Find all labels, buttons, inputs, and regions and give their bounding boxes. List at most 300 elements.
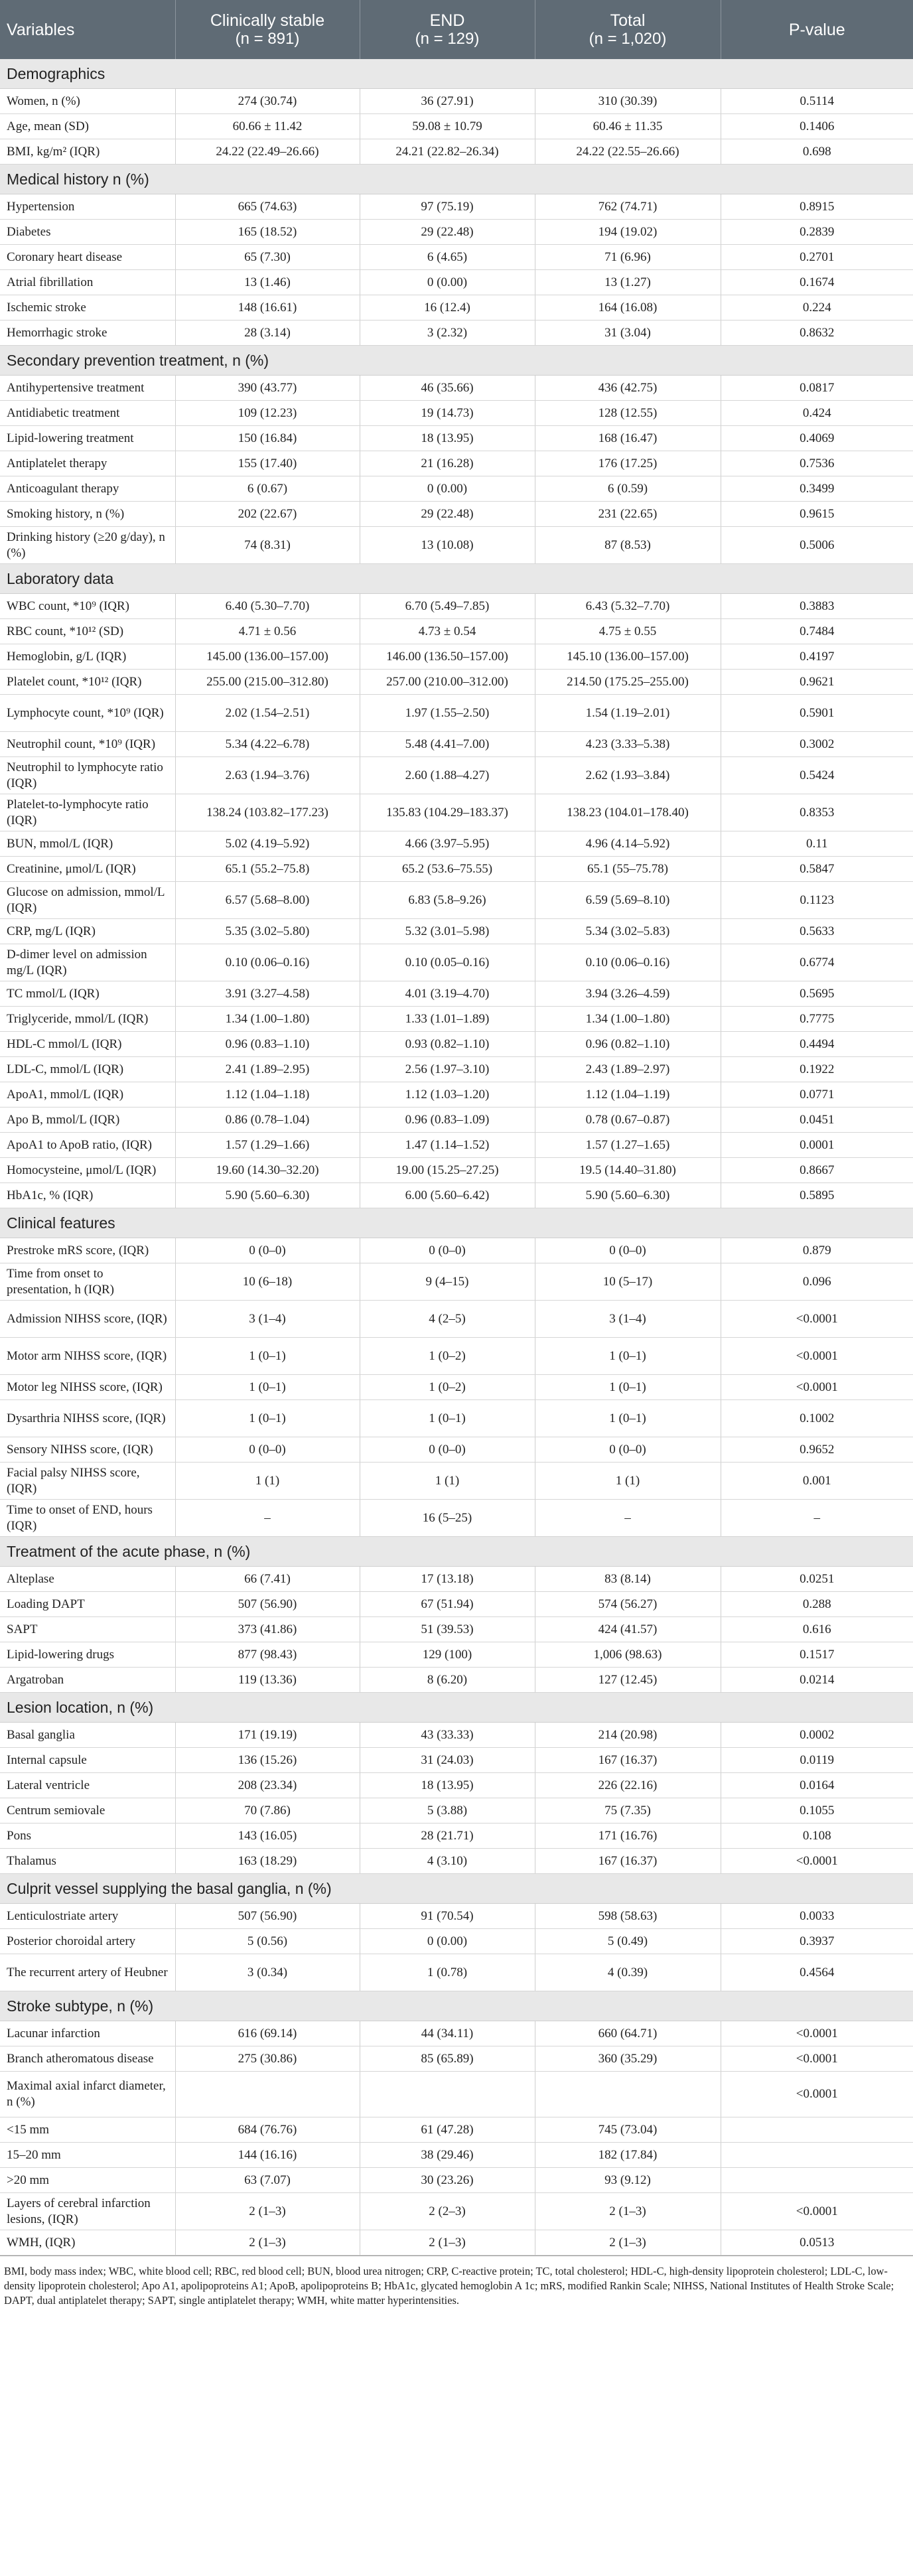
total-cell: 164 (16.08) <box>535 295 721 321</box>
variable-cell: Time to onset of END, hours (IQR) <box>0 1500 175 1537</box>
clinically-stable-cell: 5.02 (4.19–5.92) <box>175 831 360 857</box>
p-value-cell: 0.1002 <box>721 1400 913 1437</box>
end-cell: 1 (1) <box>360 1463 535 1500</box>
variable-cell: Hypertension <box>0 194 175 220</box>
table-row <box>0 1954 913 1991</box>
end-cell: 6.83 (5.8–9.26) <box>360 882 535 919</box>
p-value-cell: 0.8353 <box>721 794 913 831</box>
variable-cell: Loading DAPT <box>0 1592 175 1617</box>
p-value-cell: 0.2701 <box>721 245 913 270</box>
clinically-stable-cell: 5.35 (3.02–5.80) <box>175 919 360 944</box>
total-cell: 5.34 (3.02–5.83) <box>535 919 721 944</box>
section-title: Secondary prevention treatment, n (%) <box>0 346 913 376</box>
clinically-stable-cell: 202 (22.67) <box>175 502 360 527</box>
clinically-stable-cell: 2.02 (1.54–2.51) <box>175 695 360 732</box>
total-cell: 128 (12.55) <box>535 401 721 426</box>
clinically-stable-cell: 6 (0.67) <box>175 476 360 502</box>
total-cell: 436 (42.75) <box>535 376 721 401</box>
p-value-cell: 0.5847 <box>721 857 913 882</box>
total-cell: 2 (1–3) <box>535 2193 721 2230</box>
total-cell: 1 (0–1) <box>535 1400 721 1437</box>
end-cell: 257.00 (210.00–312.00) <box>360 670 535 695</box>
table-row <box>0 1158 913 1183</box>
total-cell: 3.94 (3.26–4.59) <box>535 981 721 1007</box>
clinically-stable-cell: 6.57 (5.68–8.00) <box>175 882 360 919</box>
header-variables: Variables <box>0 0 175 59</box>
p-value-cell: 0.3499 <box>721 476 913 502</box>
end-cell: 2.56 (1.97–3.10) <box>360 1057 535 1082</box>
header-total: Total (n = 1,020) <box>535 0 721 59</box>
p-value-cell: 0.8667 <box>721 1158 913 1183</box>
p-value-cell: 0.0002 <box>721 1723 913 1748</box>
table-row <box>0 1082 913 1108</box>
clinically-stable-cell: 5 (0.56) <box>175 1929 360 1954</box>
table-row <box>0 1057 913 1082</box>
clinically-stable-cell: 136 (15.26) <box>175 1748 360 1773</box>
table-header <box>0 0 913 59</box>
clinically-stable-cell: 13 (1.46) <box>175 270 360 295</box>
total-cell: 0 (0–0) <box>535 1437 721 1463</box>
table-row <box>0 2143 913 2168</box>
section-header-row <box>0 346 913 376</box>
end-cell: 2.60 (1.88–4.27) <box>360 757 535 794</box>
end-cell: 36 (27.91) <box>360 89 535 114</box>
total-cell: 6.59 (5.69–8.10) <box>535 882 721 919</box>
variable-cell: Neutrophil count, *10⁹ (IQR) <box>0 732 175 757</box>
p-value-cell: 0.424 <box>721 401 913 426</box>
end-cell: 18 (13.95) <box>360 426 535 451</box>
variable-cell: Atrial fibrillation <box>0 270 175 295</box>
clinically-stable-cell: 65 (7.30) <box>175 245 360 270</box>
table-row <box>0 1567 913 1592</box>
end-cell: 65.2 (53.6–75.55) <box>360 857 535 882</box>
p-value-cell: 0.3883 <box>721 594 913 619</box>
table-row <box>0 919 913 944</box>
end-cell: 44 (34.11) <box>360 2021 535 2046</box>
clinically-stable-cell: 24.22 (22.49–26.66) <box>175 139 360 165</box>
clinically-stable-cell: 109 (12.23) <box>175 401 360 426</box>
clinically-stable-cell: 665 (74.63) <box>175 194 360 220</box>
total-cell: 598 (58.63) <box>535 1904 721 1929</box>
header-n-total: (n = 1,020) <box>589 29 667 48</box>
variable-cell: Motor arm NIHSS score, (IQR) <box>0 1338 175 1375</box>
variable-cell: Homocysteine, μmol/L (IQR) <box>0 1158 175 1183</box>
table-row <box>0 270 913 295</box>
total-cell: – <box>535 1500 721 1537</box>
p-value-cell: 0.8632 <box>721 321 913 346</box>
p-value-cell: 0.1922 <box>721 1057 913 1082</box>
p-value-cell: 0.096 <box>721 1263 913 1301</box>
p-value-cell: 0.9621 <box>721 670 913 695</box>
table-row <box>0 1642 913 1668</box>
total-cell: 1,006 (98.63) <box>535 1642 721 1668</box>
end-cell: 0 (0–0) <box>360 1437 535 1463</box>
p-value-cell: 0.0771 <box>721 1082 913 1108</box>
table-row <box>0 594 913 619</box>
variable-cell: HDL-C mmol/L (IQR) <box>0 1032 175 1057</box>
variable-cell: Women, n (%) <box>0 89 175 114</box>
table-row <box>0 1500 913 1537</box>
p-value-cell: 0.9652 <box>721 1437 913 1463</box>
end-cell: 19.00 (15.25–27.25) <box>360 1158 535 1183</box>
total-cell: 10 (5–17) <box>535 1263 721 1301</box>
total-cell: 24.22 (22.55–26.66) <box>535 139 721 165</box>
header-end: END (n = 129) <box>360 0 535 59</box>
end-cell: 59.08 ± 10.79 <box>360 114 535 139</box>
end-cell: 31 (24.03) <box>360 1748 535 1773</box>
table-row <box>0 1108 913 1133</box>
table-row <box>0 89 913 114</box>
header-p-value: P-value <box>721 0 913 59</box>
p-value-cell: 0.4197 <box>721 644 913 670</box>
table-row <box>0 857 913 882</box>
clinically-stable-cell: 1.34 (1.00–1.80) <box>175 1007 360 1032</box>
clinically-stable-cell: 28 (3.14) <box>175 321 360 346</box>
end-cell: 5.32 (3.01–5.98) <box>360 919 535 944</box>
table-row <box>0 295 913 321</box>
section-title: Treatment of the acute phase, n (%) <box>0 1537 913 1567</box>
variable-cell: Lenticulostriate artery <box>0 1904 175 1929</box>
p-value-cell: 0.0251 <box>721 1567 913 1592</box>
table-row <box>0 1929 913 1954</box>
p-value-cell: 0.4069 <box>721 426 913 451</box>
clinically-stable-cell: 138.24 (103.82–177.23) <box>175 794 360 831</box>
clinically-stable-cell: 148 (16.61) <box>175 295 360 321</box>
p-value-cell: 0.0513 <box>721 2230 913 2255</box>
table-row <box>0 619 913 644</box>
end-cell: 8 (6.20) <box>360 1668 535 1693</box>
total-cell: 194 (19.02) <box>535 220 721 245</box>
variable-cell: Creatinine, μmol/L (IQR) <box>0 857 175 882</box>
variable-cell: Lacunar infarction <box>0 2021 175 2046</box>
clinically-stable-cell: 74 (8.31) <box>175 527 360 564</box>
header-n-stable: (n = 891) <box>235 29 300 48</box>
variable-cell: >20 mm <box>0 2168 175 2193</box>
variable-cell: Dysarthria NIHSS score, (IQR) <box>0 1400 175 1437</box>
total-cell: 176 (17.25) <box>535 451 721 476</box>
end-cell: 51 (39.53) <box>360 1617 535 1642</box>
end-cell: 24.21 (22.82–26.34) <box>360 139 535 165</box>
clinically-stable-cell: 1 (0–1) <box>175 1400 360 1437</box>
total-cell: 762 (74.71) <box>535 194 721 220</box>
table-row <box>0 2117 913 2143</box>
p-value-cell: 0.001 <box>721 1463 913 1500</box>
end-cell: 91 (70.54) <box>360 1904 535 1929</box>
clinically-stable-cell: 208 (23.34) <box>175 1773 360 1798</box>
end-cell: 146.00 (136.50–157.00) <box>360 644 535 670</box>
end-cell: 1 (0–2) <box>360 1338 535 1375</box>
end-cell: 43 (33.33) <box>360 1723 535 1748</box>
variable-cell: Lipid-lowering treatment <box>0 426 175 451</box>
table-row <box>0 2021 913 2046</box>
clinically-stable-cell: 60.66 ± 11.42 <box>175 114 360 139</box>
table-row <box>0 794 913 831</box>
section-header-row <box>0 1991 913 2021</box>
total-cell: 4 (0.39) <box>535 1954 721 1991</box>
p-value-cell: 0.3937 <box>721 1929 913 1954</box>
table-row <box>0 321 913 346</box>
clinically-stable-cell: 1 (1) <box>175 1463 360 1500</box>
end-cell: 6 (4.65) <box>360 245 535 270</box>
clinically-stable-cell: 2 (1–3) <box>175 2230 360 2255</box>
clinically-stable-cell: 65.1 (55.2–75.8) <box>175 857 360 882</box>
table-row <box>0 1263 913 1301</box>
end-cell: 38 (29.46) <box>360 2143 535 2168</box>
variable-cell: D-dimer level on admission mg/L (IQR) <box>0 944 175 981</box>
p-value-cell: 0.879 <box>721 1238 913 1263</box>
total-cell: 1 (0–1) <box>535 1338 721 1375</box>
clinically-stable-cell: 684 (76.76) <box>175 2117 360 2143</box>
variable-cell: Branch atheromatous disease <box>0 2046 175 2072</box>
p-value-cell: 0.6774 <box>721 944 913 981</box>
total-cell: 5 (0.49) <box>535 1929 721 1954</box>
variable-cell: Glucose on admission, mmol/L (IQR) <box>0 882 175 919</box>
section-header-row <box>0 1874 913 1904</box>
table-row <box>0 2168 913 2193</box>
p-value-cell: 0.5633 <box>721 919 913 944</box>
clinically-stable-cell: 373 (41.86) <box>175 1617 360 1642</box>
variable-cell: Layers of cerebral infarction lesions, (IQR) <box>0 2193 175 2230</box>
p-value-cell: 0.9615 <box>721 502 913 527</box>
p-value-cell: <0.0001 <box>721 1301 913 1338</box>
end-cell: 67 (51.94) <box>360 1592 535 1617</box>
clinically-stable-cell: 1.12 (1.04–1.18) <box>175 1082 360 1108</box>
total-cell: 19.5 (14.40–31.80) <box>535 1158 721 1183</box>
end-cell: 30 (23.26) <box>360 2168 535 2193</box>
table-row <box>0 220 913 245</box>
header-n-end: (n = 129) <box>415 29 480 48</box>
table-row <box>0 376 913 401</box>
total-cell: 214.50 (175.25–255.00) <box>535 670 721 695</box>
section-title: Culprit vessel supplying the basal ganglia, n (%) <box>0 1874 913 1904</box>
clinically-stable-cell: 6.40 (5.30–7.70) <box>175 594 360 619</box>
section-header-row <box>0 1208 913 1238</box>
variable-cell: ApoA1 to ApoB ratio, (IQR) <box>0 1133 175 1158</box>
table-row <box>0 882 913 919</box>
table-row <box>0 1032 913 1057</box>
p-value-cell: <0.0001 <box>721 1375 913 1400</box>
end-cell: 2 (1–3) <box>360 2230 535 2255</box>
end-cell: 1.33 (1.01–1.89) <box>360 1007 535 1032</box>
clinically-stable-cell: 3 (1–4) <box>175 1301 360 1338</box>
variable-cell: Platelet count, *10¹² (IQR) <box>0 670 175 695</box>
table-row <box>0 831 913 857</box>
table-row <box>0 1183 913 1208</box>
variable-cell: BMI, kg/m² (IQR) <box>0 139 175 165</box>
total-cell: 214 (20.98) <box>535 1723 721 1748</box>
clinically-stable-cell: 616 (69.14) <box>175 2021 360 2046</box>
total-cell: 2 (1–3) <box>535 2230 721 2255</box>
clinically-stable-cell: 1 (0–1) <box>175 1338 360 1375</box>
total-cell: 138.23 (104.01–178.40) <box>535 794 721 831</box>
table-row <box>0 1338 913 1375</box>
total-cell: 360 (35.29) <box>535 2046 721 2072</box>
variable-cell: WMH, (IQR) <box>0 2230 175 2255</box>
table-row <box>0 1592 913 1617</box>
variable-cell: WBC count, *10⁹ (IQR) <box>0 594 175 619</box>
end-cell: 0 (0.00) <box>360 1929 535 1954</box>
p-value-cell: <0.0001 <box>721 2072 913 2117</box>
table-row <box>0 1617 913 1642</box>
total-cell: 31 (3.04) <box>535 321 721 346</box>
total-cell: 2.62 (1.93–3.84) <box>535 757 721 794</box>
total-cell <box>535 2072 721 2117</box>
table-row <box>0 2230 913 2255</box>
total-cell: 6.43 (5.32–7.70) <box>535 594 721 619</box>
table-row <box>0 1375 913 1400</box>
variable-cell: RBC count, *10¹² (SD) <box>0 619 175 644</box>
clinically-stable-cell: 165 (18.52) <box>175 220 360 245</box>
p-value-cell: – <box>721 1500 913 1537</box>
p-value-cell: 0.288 <box>721 1592 913 1617</box>
table-row <box>0 502 913 527</box>
clinically-stable-cell: 2 (1–3) <box>175 2193 360 2230</box>
variable-cell: Admission NIHSS score, (IQR) <box>0 1301 175 1338</box>
p-value-cell: 0.108 <box>721 1824 913 1849</box>
p-value-cell: 0.7484 <box>721 619 913 644</box>
p-value-cell: 0.7775 <box>721 1007 913 1032</box>
total-cell: 226 (22.16) <box>535 1773 721 1798</box>
clinically-stable-cell: 145.00 (136.00–157.00) <box>175 644 360 670</box>
total-cell: 310 (30.39) <box>535 89 721 114</box>
variable-cell: Basal ganglia <box>0 1723 175 1748</box>
p-value-cell: 0.0119 <box>721 1748 913 1773</box>
clinically-stable-cell: 10 (6–18) <box>175 1263 360 1301</box>
clinically-stable-cell: 275 (30.86) <box>175 2046 360 2072</box>
p-value-cell: 0.4564 <box>721 1954 913 1991</box>
clinically-stable-cell: 66 (7.41) <box>175 1567 360 1592</box>
p-value-cell: <0.0001 <box>721 2021 913 2046</box>
variable-cell: Age, mean (SD) <box>0 114 175 139</box>
end-cell: 1 (0.78) <box>360 1954 535 1991</box>
end-cell: 4 (2–5) <box>360 1301 535 1338</box>
p-value-cell: 0.1406 <box>721 114 913 139</box>
total-cell: 71 (6.96) <box>535 245 721 270</box>
total-cell: 167 (16.37) <box>535 1849 721 1874</box>
section-header-row <box>0 1693 913 1723</box>
clinically-stable-cell: 3 (0.34) <box>175 1954 360 1991</box>
table-row <box>0 1238 913 1263</box>
end-cell: 0 (0–0) <box>360 1238 535 1263</box>
total-cell: 0 (0–0) <box>535 1238 721 1263</box>
p-value-cell: 0.0164 <box>721 1773 913 1798</box>
total-cell: 171 (16.76) <box>535 1824 721 1849</box>
p-value-cell: 0.3002 <box>721 732 913 757</box>
clinically-stable-cell: 255.00 (215.00–312.80) <box>175 670 360 695</box>
total-cell: 60.46 ± 11.35 <box>535 114 721 139</box>
total-cell: 83 (8.14) <box>535 1567 721 1592</box>
variable-cell: BUN, mmol/L (IQR) <box>0 831 175 857</box>
clinically-stable-cell: – <box>175 1500 360 1537</box>
table-row <box>0 670 913 695</box>
clinically-stable-cell: 0.96 (0.83–1.10) <box>175 1032 360 1057</box>
end-cell: 0.96 (0.83–1.09) <box>360 1108 535 1133</box>
variable-cell: Hemorrhagic stroke <box>0 321 175 346</box>
total-cell: 745 (73.04) <box>535 2117 721 2143</box>
table-row <box>0 1773 913 1798</box>
end-cell: 16 (5–25) <box>360 1500 535 1537</box>
clinically-stable-cell: 5.34 (4.22–6.78) <box>175 732 360 757</box>
variable-cell: Argatroban <box>0 1668 175 1693</box>
clinically-stable-cell: 144 (16.16) <box>175 2143 360 2168</box>
p-value-cell: 0.0033 <box>721 1904 913 1929</box>
table-footnote: BMI, body mass index; WBC, white blood cell; RBC, red blood cell; BUN, blood urea nitrogen; CRP, C-reactive protein; TC, total cholesterol; HDL-C, high-density lipoprotein cholesterol; LDL-C, low-density lipoprotein cholesterol; Apo A1, apolipoproteins A1; ApoB, apolipoproteins B; HbA1c, glycated hemoglobin A 1c; mRS, modified Rankin Scale; NIHSS, National Institutes of Health Stroke Scale; DAPT, dual antiplatelet therapy; SAPT, single antiplatelet therapy; WMH, white matter hyperintensities. <box>0 2255 913 2308</box>
total-cell: 13 (1.27) <box>535 270 721 295</box>
end-cell: 4 (3.10) <box>360 1849 535 1874</box>
total-cell: 65.1 (55–75.78) <box>535 857 721 882</box>
table-row <box>0 1723 913 1748</box>
p-value-cell: 0.698 <box>721 139 913 165</box>
variable-cell: Sensory NIHSS score, (IQR) <box>0 1437 175 1463</box>
p-value-cell: 0.11 <box>721 831 913 857</box>
total-cell: 231 (22.65) <box>535 502 721 527</box>
end-cell: 97 (75.19) <box>360 194 535 220</box>
table-row <box>0 426 913 451</box>
variable-cell: Ischemic stroke <box>0 295 175 321</box>
table-row <box>0 1400 913 1437</box>
total-cell: 1.12 (1.04–1.19) <box>535 1082 721 1108</box>
table-row <box>0 2046 913 2072</box>
end-cell: 1 (0–2) <box>360 1375 535 1400</box>
total-cell: 4.75 ± 0.55 <box>535 619 721 644</box>
clinically-stable-cell: 274 (30.74) <box>175 89 360 114</box>
section-header-row <box>0 165 913 194</box>
end-cell: 5 (3.88) <box>360 1798 535 1824</box>
table-row <box>0 1133 913 1158</box>
total-cell: 424 (41.57) <box>535 1617 721 1642</box>
end-cell <box>360 2072 535 2117</box>
table-row <box>0 527 913 564</box>
end-cell: 1 (0–1) <box>360 1400 535 1437</box>
section-header-row <box>0 1537 913 1567</box>
section-header-row <box>0 59 913 89</box>
p-value-cell: <0.0001 <box>721 2046 913 2072</box>
table-row <box>0 1463 913 1500</box>
end-cell: 1.47 (1.14–1.52) <box>360 1133 535 1158</box>
clinically-stable-cell: 70 (7.86) <box>175 1798 360 1824</box>
end-cell: 4.73 ± 0.54 <box>360 619 535 644</box>
total-cell: 4.23 (3.33–5.38) <box>535 732 721 757</box>
end-cell: 18 (13.95) <box>360 1773 535 1798</box>
clinically-stable-cell: 119 (13.36) <box>175 1668 360 1693</box>
end-cell: 29 (22.48) <box>360 502 535 527</box>
variable-cell: Thalamus <box>0 1849 175 1874</box>
variable-cell: Lipid-lowering drugs <box>0 1642 175 1668</box>
variable-cell: <15 mm <box>0 2117 175 2143</box>
p-value-cell <box>721 2117 913 2143</box>
table-row <box>0 732 913 757</box>
total-cell: 0.96 (0.82–1.10) <box>535 1032 721 1057</box>
variable-cell: LDL-C, mmol/L (IQR) <box>0 1057 175 1082</box>
total-cell: 145.10 (136.00–157.00) <box>535 644 721 670</box>
clinically-stable-cell: 0 (0–0) <box>175 1437 360 1463</box>
end-cell: 29 (22.48) <box>360 220 535 245</box>
variable-cell: Smoking history, n (%) <box>0 502 175 527</box>
table-row <box>0 644 913 670</box>
table-row <box>0 476 913 502</box>
p-value-cell: 0.0451 <box>721 1108 913 1133</box>
variable-cell: Coronary heart disease <box>0 245 175 270</box>
variable-cell: Lymphocyte count, *10⁹ (IQR) <box>0 695 175 732</box>
total-cell: 1 (0–1) <box>535 1375 721 1400</box>
total-cell: 660 (64.71) <box>535 2021 721 2046</box>
variable-cell: CRP, mg/L (IQR) <box>0 919 175 944</box>
total-cell: 1.57 (1.27–1.65) <box>535 1133 721 1158</box>
variable-cell: Prestroke mRS score, (IQR) <box>0 1238 175 1263</box>
end-cell: 0.93 (0.82–1.10) <box>360 1032 535 1057</box>
variable-cell: Posterior choroidal artery <box>0 1929 175 1954</box>
p-value-cell: 0.5006 <box>721 527 913 564</box>
